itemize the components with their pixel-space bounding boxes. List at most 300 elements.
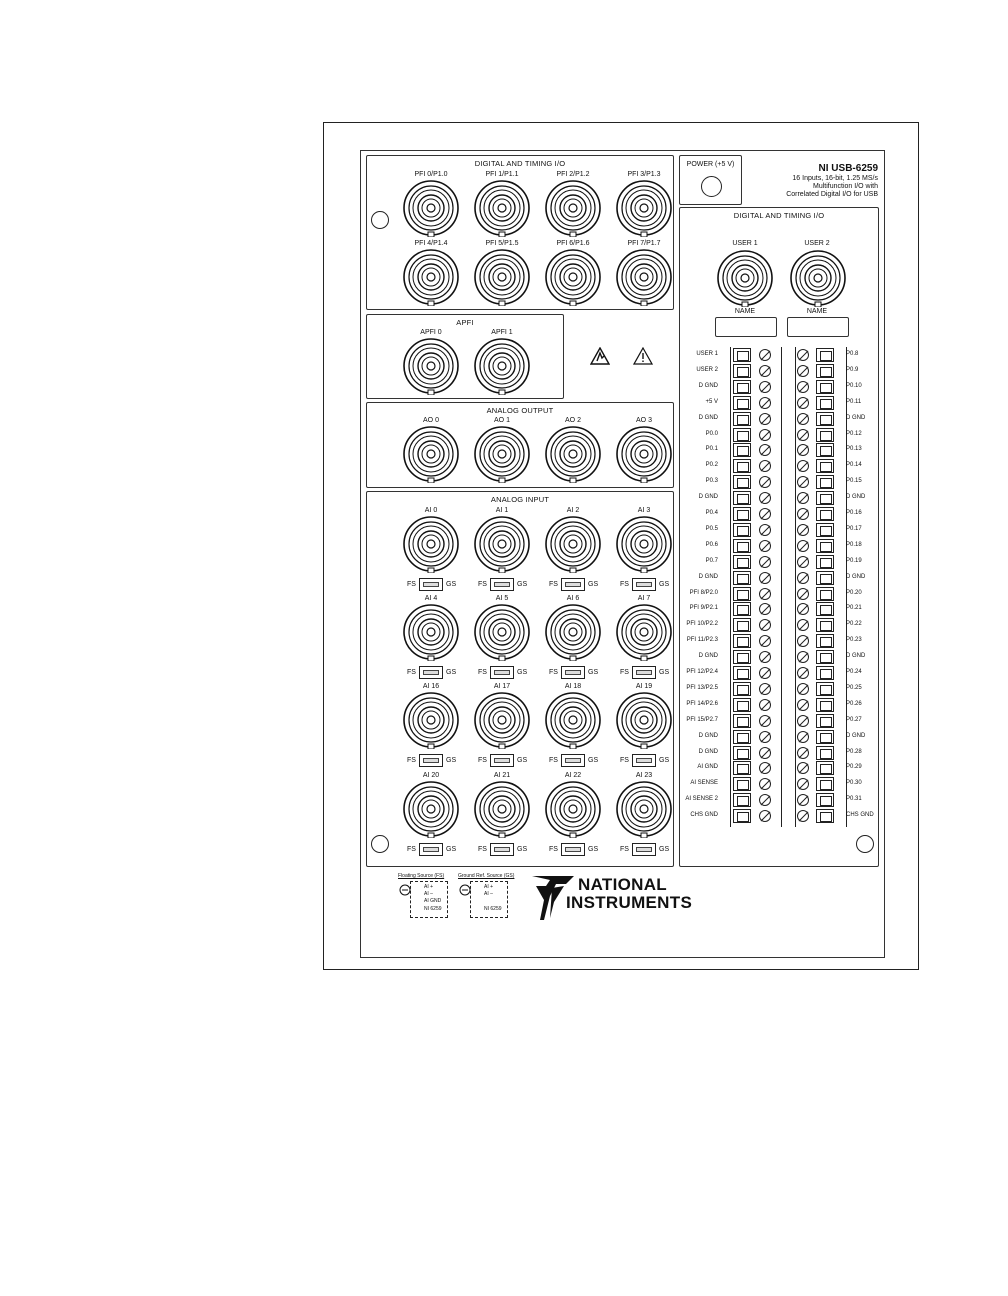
fs-gs-switch[interactable] — [561, 754, 585, 767]
terminal-label: P0.30 — [846, 780, 862, 787]
mounting-hole — [371, 211, 389, 229]
terminal-label: P0.26 — [846, 700, 862, 707]
gs-label: GS — [659, 581, 670, 588]
terminal-label: P0.8 — [846, 351, 859, 357]
gs-label: GS — [517, 846, 528, 853]
legend-line: AI – — [484, 891, 493, 897]
terminal-socket[interactable] — [816, 793, 834, 807]
terminal-screw-icon[interactable] — [759, 683, 771, 695]
terminal-socket[interactable] — [816, 507, 834, 521]
terminal-label: D GND — [698, 653, 718, 660]
gs-label: GS — [446, 581, 457, 588]
legend-line: AI + — [424, 884, 434, 890]
terminal-screw-icon[interactable] — [797, 413, 809, 425]
fs-label: FS — [478, 846, 487, 853]
terminal-screw-icon[interactable] — [797, 588, 809, 600]
terminal-socket[interactable] — [816, 587, 834, 601]
gs-label: GS — [517, 757, 528, 764]
gs-label: GS — [588, 669, 599, 676]
fs-label: FS — [620, 757, 629, 764]
terminal-socket[interactable] — [733, 443, 751, 457]
terminal-screw-icon[interactable] — [759, 731, 771, 743]
bnc-connector-icon[interactable] — [402, 425, 460, 483]
pfi-label: PFI 3/P1.3 — [627, 171, 661, 178]
terminal-label: P0.22 — [846, 621, 862, 628]
fs-gs-switch[interactable] — [561, 578, 585, 591]
bnc-connector-icon[interactable] — [402, 248, 460, 306]
terminal-label: D GND — [846, 653, 866, 660]
terminal-screw-icon[interactable] — [759, 413, 771, 425]
name-label: NAME — [734, 308, 756, 315]
terminal-label: P0.12 — [846, 430, 862, 437]
fs-gs-switch[interactable] — [419, 578, 443, 591]
terminal-screw-icon[interactable] — [797, 524, 809, 536]
terminal-socket[interactable] — [733, 523, 751, 537]
terminal-screw-icon[interactable] — [797, 572, 809, 584]
terminal-screw-icon[interactable] — [797, 492, 809, 504]
terminal-socket[interactable] — [733, 571, 751, 585]
terminal-socket[interactable] — [733, 555, 751, 569]
terminal-label: AI SENSE 2 — [685, 796, 718, 803]
terminal-label: PFI 13/P2.5 — [686, 684, 718, 691]
bnc-connector-icon[interactable] — [615, 515, 673, 573]
bnc-connector-icon[interactable] — [473, 780, 531, 838]
terminal-screw-icon[interactable] — [759, 429, 771, 441]
terminal-label: P0.3 — [705, 478, 718, 485]
ai-label: AI 1 — [495, 507, 509, 514]
bnc-connector-icon[interactable] — [473, 179, 531, 237]
name-label: NAME — [806, 308, 828, 315]
terminal-socket[interactable] — [733, 698, 751, 712]
terminal-socket[interactable] — [816, 380, 834, 394]
terminal-screw-icon[interactable] — [797, 715, 809, 727]
terminal-screw-icon[interactable] — [759, 540, 771, 552]
gs-label: GS — [588, 581, 599, 588]
bnc-connector-icon[interactable] — [544, 425, 602, 483]
ai-label: AI 3 — [637, 507, 651, 514]
bnc-connector-icon[interactable] — [615, 425, 673, 483]
terminal-socket[interactable] — [816, 523, 834, 537]
terminal-socket[interactable] — [816, 761, 834, 775]
terminal-socket[interactable] — [816, 459, 834, 473]
bnc-connector-icon[interactable] — [615, 248, 673, 306]
name-box-user2 — [787, 317, 849, 337]
terminal-label: D GND — [846, 573, 866, 580]
pfi-label: PFI 0/P1.0 — [414, 171, 448, 178]
ai-label: AI 19 — [635, 683, 653, 690]
terminal-label: P0.2 — [705, 462, 718, 469]
terminal-label: P0.20 — [846, 589, 862, 596]
terminal-screw-icon[interactable] — [759, 699, 771, 711]
terminal-socket[interactable] — [816, 555, 834, 569]
terminal-socket[interactable] — [733, 714, 751, 728]
terminal-socket[interactable] — [733, 618, 751, 632]
logo-text-instruments: INSTRUMENTS — [566, 893, 693, 912]
terminal-socket[interactable] — [816, 475, 834, 489]
terminal-socket[interactable] — [733, 428, 751, 442]
terminal-label: PFI 9/P2.1 — [689, 605, 718, 612]
legend-floating-source — [398, 873, 448, 919]
terminal-socket[interactable] — [733, 650, 751, 664]
terminal-socket[interactable] — [816, 777, 834, 791]
apfi-label: APFI 0 — [420, 329, 442, 336]
mounting-hole — [856, 835, 874, 853]
pfi-label: PFI 6/P1.6 — [556, 240, 590, 247]
fs-label: FS — [407, 846, 416, 853]
terminal-socket[interactable] — [733, 507, 751, 521]
terminal-screw-icon[interactable] — [797, 397, 809, 409]
ground-source-icon — [458, 883, 472, 897]
terminal-socket[interactable] — [816, 364, 834, 378]
terminal-socket[interactable] — [816, 730, 834, 744]
terminal-label: P0.11 — [846, 398, 862, 405]
terminal-label: D GND — [846, 494, 866, 501]
bnc-connector-icon[interactable] — [615, 603, 673, 661]
bnc-connector-icon[interactable] — [716, 249, 774, 307]
terminal-socket[interactable] — [816, 682, 834, 696]
terminal-socket[interactable] — [816, 666, 834, 680]
power-label: POWER (+5 V) — [686, 161, 735, 168]
analog-input-title: ANALOG INPUT — [490, 495, 550, 504]
fs-gs-switch[interactable] — [490, 754, 514, 767]
terminal-socket[interactable] — [733, 380, 751, 394]
terminal-socket[interactable] — [733, 730, 751, 744]
terminal-screw-icon[interactable] — [797, 508, 809, 520]
ai-label: AI 16 — [422, 683, 440, 690]
terminal-screw-icon[interactable] — [759, 556, 771, 568]
gs-label: GS — [446, 669, 457, 676]
terminal-screw-icon[interactable] — [759, 667, 771, 679]
terminal-socket[interactable] — [733, 777, 751, 791]
pfi-label: PFI 7/P1.7 — [627, 240, 661, 247]
user2-label: USER 2 — [804, 240, 830, 247]
bnc-connector-icon[interactable] — [473, 248, 531, 306]
fs-gs-switch[interactable] — [419, 666, 443, 679]
model-description-3: Correlated Digital I/O for USB — [786, 191, 878, 198]
terminal-label: P0.6 — [705, 541, 718, 548]
terminal-screw-icon[interactable] — [759, 508, 771, 520]
bnc-connector-icon[interactable] — [402, 603, 460, 661]
pfi-label: PFI 2/P1.2 — [556, 171, 590, 178]
terminal-socket[interactable] — [816, 412, 834, 426]
terminal-socket[interactable] — [733, 587, 751, 601]
floating-source-icon — [398, 883, 412, 897]
terminal-label: P0.31 — [846, 796, 862, 803]
terminal-socket[interactable] — [733, 475, 751, 489]
bnc-connector-icon[interactable] — [544, 691, 602, 749]
fs-gs-switch[interactable] — [632, 754, 656, 767]
gs-label: GS — [588, 846, 599, 853]
ai-label: AI 7 — [637, 595, 651, 602]
terminal-screw-icon[interactable] — [797, 683, 809, 695]
terminal-label: P0.24 — [846, 669, 862, 675]
terminal-screw-icon[interactable] — [759, 492, 771, 504]
terminal-label: PFI 8/P2.0 — [689, 589, 718, 596]
terminal-socket[interactable] — [733, 396, 751, 410]
legend-ground-title: Ground Ref. Source (GS) — [458, 873, 515, 879]
terminal-label: P0.27 — [846, 716, 862, 723]
terminal-socket[interactable] — [733, 793, 751, 807]
ai-label: AI 22 — [564, 772, 582, 779]
terminal-label: P0.23 — [846, 637, 862, 644]
caution-icon — [633, 347, 653, 365]
terminal-label: P0.14 — [846, 462, 862, 469]
terminal-label: D GND — [698, 494, 718, 501]
terminal-label: D GND — [698, 382, 718, 389]
terminal-label: P0.13 — [846, 446, 862, 453]
terminal-socket[interactable] — [733, 682, 751, 696]
bnc-connector-icon[interactable] — [473, 515, 531, 573]
legend-line: AI – — [424, 891, 433, 897]
terminal-label: D GND — [846, 732, 866, 739]
terminal-label: PFI 10/P2.2 — [686, 621, 718, 628]
fs-gs-switch[interactable] — [632, 843, 656, 856]
ai-label: AI 21 — [493, 772, 511, 779]
terminal-screw-icon[interactable] — [759, 747, 771, 759]
fs-gs-switch[interactable] — [561, 843, 585, 856]
terminal-label: P0.21 — [846, 605, 862, 612]
terminal-socket[interactable] — [816, 809, 834, 823]
terminal-socket[interactable] — [816, 602, 834, 616]
terminal-label: P0.28 — [846, 748, 862, 755]
logo-text-national: NATIONAL — [578, 875, 667, 894]
gs-label: GS — [588, 757, 599, 764]
bnc-connector-icon[interactable] — [544, 515, 602, 573]
bnc-connector-icon[interactable] — [544, 248, 602, 306]
legend-floating-title: Floating Source (FS) — [398, 873, 445, 879]
terminal-label: USER 1 — [696, 351, 718, 357]
bnc-connector-icon[interactable] — [473, 691, 531, 749]
terminal-socket[interactable] — [733, 539, 751, 553]
analog-output-title: ANALOG OUTPUT — [486, 406, 554, 415]
terminal-screw-icon[interactable] — [797, 699, 809, 711]
gs-label: GS — [446, 757, 457, 764]
terminal-label: PFI 11/P2.3 — [686, 637, 718, 644]
terminal-socket[interactable] — [816, 396, 834, 410]
name-box-user1 — [715, 317, 777, 337]
fs-label: FS — [549, 757, 558, 764]
fs-label: FS — [549, 846, 558, 853]
bnc-connector-icon[interactable] — [615, 179, 673, 237]
apfi-title: APFI — [456, 318, 474, 327]
terminal-label: P0.29 — [846, 764, 862, 771]
terminal-socket[interactable] — [733, 348, 751, 362]
legend-ground-source — [458, 873, 515, 919]
terminal-label: P0.9 — [846, 366, 859, 373]
bnc-connector-icon[interactable] — [615, 780, 673, 838]
terminal-screw-icon[interactable] — [797, 667, 809, 679]
ao-label: AO 2 — [565, 417, 581, 424]
terminal-label: D GND — [846, 414, 866, 421]
terminal-label: P0.0 — [705, 430, 718, 437]
bnc-connector-icon[interactable] — [402, 691, 460, 749]
terminal-screw-icon[interactable] — [759, 651, 771, 663]
terminal-screw-icon[interactable] — [759, 349, 771, 361]
model-name: NI USB-6259 — [818, 163, 878, 174]
terminal-screw-icon[interactable] — [797, 365, 809, 377]
fs-gs-switch[interactable] — [632, 666, 656, 679]
fs-label: FS — [407, 757, 416, 764]
terminal-screw-icon[interactable] — [797, 540, 809, 552]
terminal-socket[interactable] — [816, 634, 834, 648]
terminal-label: P0.1 — [705, 446, 718, 453]
terminal-screw-icon[interactable] — [797, 731, 809, 743]
fs-label: FS — [407, 669, 416, 676]
legend-line: AI + — [484, 884, 494, 890]
terminal-label: PFI 15/P2.7 — [686, 716, 718, 723]
fs-label: FS — [478, 757, 487, 764]
fs-label: FS — [620, 669, 629, 676]
terminal-screw-icon[interactable] — [759, 572, 771, 584]
terminal-socket[interactable] — [733, 491, 751, 505]
terminal-label: P0.17 — [846, 525, 862, 532]
fs-label: FS — [620, 846, 629, 853]
terminal-label: P0.19 — [846, 557, 862, 564]
terminal-screw-icon[interactable] — [797, 747, 809, 759]
terminal-screw-icon[interactable] — [797, 556, 809, 568]
legend-caption: NI 6259 — [484, 906, 502, 912]
gs-label: GS — [659, 757, 670, 764]
bnc-connector-icon[interactable] — [544, 179, 602, 237]
ai-label: AI 23 — [635, 772, 653, 779]
terminal-screw-icon[interactable] — [759, 381, 771, 393]
ao-label: AO 1 — [494, 417, 510, 424]
terminal-label: P0.4 — [705, 510, 718, 516]
terminal-socket[interactable] — [816, 539, 834, 553]
terminal-label: CHS GND — [846, 812, 874, 819]
pfi-label: PFI 5/P1.5 — [485, 240, 519, 247]
terminal-label: D GND — [698, 732, 718, 739]
terminal-socket[interactable] — [733, 761, 751, 775]
terminal-socket[interactable] — [816, 348, 834, 362]
bnc-connector-icon[interactable] — [402, 515, 460, 573]
fs-label: FS — [620, 581, 629, 588]
gs-label: GS — [659, 669, 670, 676]
bnc-connector-icon[interactable] — [473, 425, 531, 483]
bnc-connector-icon[interactable] — [402, 780, 460, 838]
terminal-label: P0.25 — [846, 684, 862, 691]
terminal-socket[interactable] — [816, 650, 834, 664]
terminal-screw-icon[interactable] — [797, 429, 809, 441]
bnc-connector-icon[interactable] — [473, 603, 531, 661]
user1-label: USER 1 — [732, 240, 758, 247]
terminal-label: D GND — [698, 573, 718, 580]
terminal-label: P0.16 — [846, 510, 862, 516]
terminal-socket[interactable] — [816, 618, 834, 632]
terminal-label: P0.15 — [846, 478, 862, 485]
terminal-label: D GND — [698, 414, 718, 421]
gs-label: GS — [659, 846, 670, 853]
terminal-socket[interactable] — [733, 746, 751, 760]
bnc-connector-icon[interactable] — [473, 337, 531, 395]
mounting-hole — [371, 835, 389, 853]
terminal-label: AI SENSE — [690, 780, 718, 787]
terminal-screw-icon[interactable] — [797, 349, 809, 361]
terminal-label: +5 V — [705, 398, 718, 405]
terminal-screw-icon[interactable] — [797, 651, 809, 663]
fs-label: FS — [549, 669, 558, 676]
terminal-socket[interactable] — [816, 443, 834, 457]
bnc-connector-icon[interactable] — [789, 249, 847, 307]
fs-gs-switch[interactable] — [632, 578, 656, 591]
fs-gs-switch[interactable] — [419, 843, 443, 856]
bnc-connector-icon[interactable] — [402, 337, 460, 395]
terminal-socket[interactable] — [816, 698, 834, 712]
terminal-screw-icon[interactable] — [759, 715, 771, 727]
terminal-label: P0.5 — [705, 525, 718, 532]
terminal-label: P0.7 — [705, 557, 718, 564]
terminal-socket[interactable] — [816, 491, 834, 505]
terminal-socket[interactable] — [733, 602, 751, 616]
terminal-screw-icon[interactable] — [797, 810, 809, 822]
fs-gs-switch[interactable] — [490, 666, 514, 679]
terminal-socket[interactable] — [733, 364, 751, 378]
ai-label: AI 17 — [493, 683, 511, 690]
terminal-socket[interactable] — [816, 571, 834, 585]
model-description-1: 16 Inputs, 16-bit, 1.25 MS/s — [792, 175, 878, 182]
pfi-label: PFI 4/P1.4 — [414, 240, 448, 247]
terminal-label: PFI 12/P2.4 — [686, 669, 718, 675]
fs-label: FS — [478, 581, 487, 588]
terminal-socket[interactable] — [733, 459, 751, 473]
ai-label: AI 4 — [424, 595, 438, 602]
ao-label: AO 0 — [423, 417, 439, 424]
ai-label: AI 20 — [422, 772, 440, 779]
power-jack[interactable] — [701, 176, 722, 197]
ai-label: AI 6 — [566, 595, 580, 602]
bnc-connector-icon[interactable] — [544, 780, 602, 838]
terminal-screw-icon[interactable] — [759, 365, 771, 377]
legend-caption: NI 6259 — [424, 906, 442, 912]
terminal-socket[interactable] — [816, 714, 834, 728]
fs-gs-switch[interactable] — [561, 666, 585, 679]
bnc-connector-icon[interactable] — [402, 179, 460, 237]
bnc-connector-icon[interactable] — [544, 603, 602, 661]
terminal-screw-icon[interactable] — [759, 397, 771, 409]
terminal-screw-icon[interactable] — [797, 381, 809, 393]
fs-gs-switch[interactable] — [419, 754, 443, 767]
fs-gs-switch[interactable] — [490, 843, 514, 856]
terminal-label: D GND — [698, 748, 718, 755]
terminal-socket[interactable] — [733, 809, 751, 823]
ai-label: AI 2 — [566, 507, 580, 514]
terminal-socket[interactable] — [733, 666, 751, 680]
digital-timing-left-title: DIGITAL AND TIMING I/O — [474, 159, 566, 168]
terminal-screw-icon[interactable] — [759, 810, 771, 822]
terminal-label: P0.10 — [846, 382, 862, 389]
terminal-label: P0.18 — [846, 541, 862, 548]
terminal-label: AI GND — [697, 764, 718, 771]
terminal-screw-icon[interactable] — [759, 524, 771, 536]
ai-label: AI 18 — [564, 683, 582, 690]
ao-label: AO 3 — [636, 417, 652, 424]
terminal-label: USER 2 — [696, 366, 718, 373]
terminal-socket[interactable] — [733, 634, 751, 648]
digital-timing-right-title: DIGITAL AND TIMING I/O — [733, 211, 825, 220]
pfi-label: PFI 1/P1.1 — [485, 171, 519, 178]
terminal-socket[interactable] — [816, 428, 834, 442]
terminal-screw-icon[interactable] — [759, 588, 771, 600]
terminal-socket[interactable] — [816, 746, 834, 760]
gs-label: GS — [517, 669, 528, 676]
esd-warning-icon — [590, 347, 610, 365]
gs-label: GS — [446, 846, 457, 853]
terminal-socket[interactable] — [733, 412, 751, 426]
bnc-connector-icon[interactable] — [615, 691, 673, 749]
fs-label: FS — [478, 669, 487, 676]
ai-label: AI 5 — [495, 595, 509, 602]
fs-gs-switch[interactable] — [490, 578, 514, 591]
